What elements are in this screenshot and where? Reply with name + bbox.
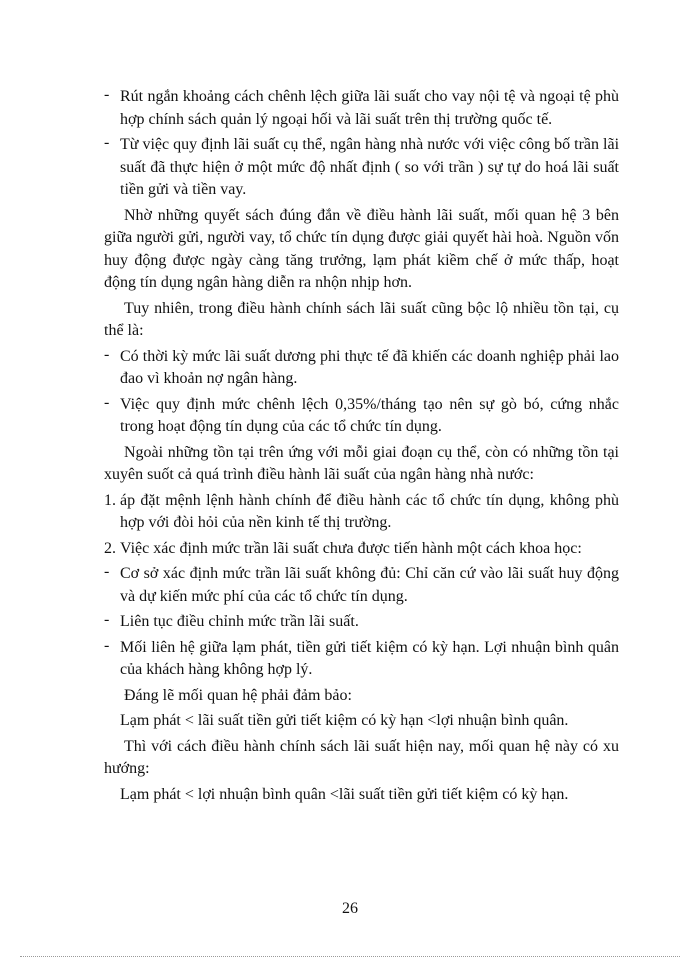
bullet-item — [104, 394, 619, 439]
bullet-text: Liên tục điều chỉnh mức trần lãi suất. — [120, 613, 359, 630]
paragraph: Thì với cách điều hành chính sách lãi suất hiện nay, mối quan hệ này có xu hướng: — [104, 737, 619, 777]
page-number: 26 — [342, 900, 358, 917]
paragraph: Đáng lẽ mối quan hệ phải đảm bảo: — [124, 686, 352, 704]
footer-dotted-rule — [20, 956, 680, 957]
number-marker: 1. — [104, 491, 116, 509]
bullet-marker: - — [104, 86, 110, 103]
bullet-marker: - — [104, 393, 110, 411]
bullet-text: Mối liên hệ giữa lạm phát, tiền gửi tiết kiệm có kỳ hạn. Lợi nhuận bình quân của khách hàng không hợp lý. — [120, 638, 619, 678]
bullet-marker: - — [104, 611, 110, 628]
bullet-text: Rút ngắn khoảng cách chênh lệch giữa lãi suất cho vay nội tệ và ngoại tệ phù hợp chính sách quản lý ngoại hối và lãi suất trên thị trường quốc tế. — [120, 88, 619, 128]
numbered-text: áp đặt mệnh lệnh hành chính để điều hành các tổ chức tín dụng, không phù hợp với đòi hỏi của nền kinh tế thị trường. — [120, 491, 619, 531]
bullet-text: Việc quy định mức chênh lệch 0,35%/tháng tạo nên sự gò bó, cứng nhắc trong hoạt động tín dụng của các tổ chức tín dụng. — [120, 395, 619, 435]
bullet-text: Cơ sở xác định mức trần lãi suất không đủ: Chỉ căn cứ vào lãi suất huy động và dự kiến mức phí của các tổ chức tín dụng. — [120, 565, 619, 605]
bullet-marker: - — [104, 563, 110, 580]
bullet-marker: - — [104, 134, 110, 151]
formula-line: Lạm phát < lãi suất tiền gửi tiết kiệm có kỳ hạn <lợi nhuận bình quân. — [120, 712, 569, 729]
paragraph: Nhờ những quyết sách đúng đắn về điều hành lãi suất, mối quan hệ 3 bên giữa người gửi, người vay, tổ chức tín dụng được giải quyết hài hoà. Nguồn vốn huy động được ngày càng tăng trưởng, lạm phát kiềm chế ở mức thấp, hoạt động tín dụng ngân hàng diễn ra nhộn nhịp hơn. — [104, 206, 619, 291]
numbered-item — [104, 538, 619, 561]
bullet-marker: - — [104, 636, 110, 654]
paragraph: Ngoài những tồn tại trên ứng với mỗi giai đoạn cụ thể, còn có những tồn tại xuyên suốt cả quá trình điều hành lãi suất của ngân hàng nhà nước: — [104, 443, 619, 483]
bullet-item — [104, 134, 619, 202]
bullet-item — [104, 346, 619, 391]
document-body — [104, 86, 619, 809]
numbered-item — [104, 490, 619, 535]
number-marker: 2. — [104, 539, 116, 557]
bullet-item — [104, 563, 619, 608]
bullet-item — [104, 637, 619, 682]
bullet-marker: - — [104, 345, 110, 363]
numbered-text: Việc xác định mức trần lãi suất chưa được tiến hành một cách khoa học: — [120, 539, 582, 557]
formula-line: Lạm phát < lợi nhuận bình quân <lãi suất tiền gửi tiết kiệm có kỳ hạn. — [120, 785, 569, 803]
bullet-item — [104, 86, 619, 131]
bullet-text: Từ việc quy định lãi suất cụ thể, ngân hàng nhà nước với việc công bố trần lãi suất đã thực hiện ở một mức độ nhất định ( so với trần ) sự tự do hoá lãi suất tiền gửi và tiền vay. — [120, 136, 620, 198]
bullet-item — [104, 611, 619, 634]
paragraph: Tuy nhiên, trong điều hành chính sách lãi suất cũng bộc lộ nhiều tồn tại, cụ thể là: — [104, 299, 619, 339]
bullet-text: Có thời kỳ mức lãi suất dương phi thực tế đã khiến các doanh nghiệp phải lao đao vì khoản nợ ngân hàng. — [120, 347, 619, 387]
